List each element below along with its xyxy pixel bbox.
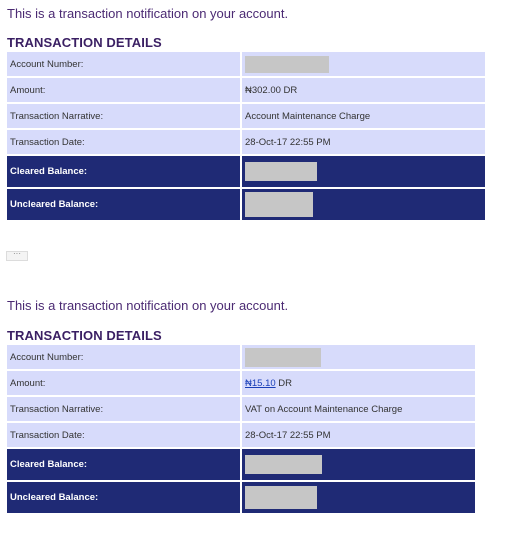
uncleared-balance-value bbox=[242, 482, 475, 513]
narrative-label: Transaction Narrative: bbox=[7, 397, 240, 421]
notification-text: This is a transaction notification on your account. bbox=[7, 6, 289, 21]
show-trimmed-content-button[interactable]: ··· bbox=[6, 251, 28, 261]
cleared-balance-label: Cleared Balance: bbox=[7, 156, 240, 187]
account-number-value bbox=[242, 52, 485, 76]
redacted-block bbox=[245, 192, 313, 217]
transaction-details-table bbox=[5, 50, 487, 222]
amount-value: ₦302.00 DR bbox=[242, 78, 485, 102]
redacted-block bbox=[245, 56, 329, 73]
uncleared-balance-value bbox=[242, 189, 485, 220]
redacted-block bbox=[245, 348, 321, 367]
uncleared-balance-label: Uncleared Balance: bbox=[7, 189, 240, 220]
account-number-value bbox=[242, 345, 475, 369]
redacted-block bbox=[245, 486, 317, 509]
table-row bbox=[7, 482, 475, 513]
amount-label: Amount: bbox=[7, 371, 240, 395]
table-row bbox=[7, 78, 485, 102]
transaction-date-value: 28-Oct-17 22:55 PM bbox=[242, 130, 485, 154]
table-row bbox=[7, 189, 485, 220]
amount-link[interactable]: ₦15.10 bbox=[245, 377, 276, 389]
amount-suffix: DR bbox=[275, 377, 293, 389]
table-row bbox=[7, 397, 475, 421]
transaction-date-label: Transaction Date: bbox=[7, 130, 240, 154]
transaction-details-heading: TRANSACTION DETAILS bbox=[7, 328, 162, 343]
table-row bbox=[7, 104, 485, 128]
narrative-label: Transaction Narrative: bbox=[7, 104, 240, 128]
amount-label: Amount: bbox=[7, 78, 240, 102]
amount-value bbox=[242, 371, 475, 395]
account-number-label: Account Number: bbox=[7, 345, 240, 369]
uncleared-balance-label: Uncleared Balance: bbox=[7, 482, 240, 513]
cleared-balance-label: Cleared Balance: bbox=[7, 449, 240, 480]
table-row bbox=[7, 156, 485, 187]
narrative-value: VAT on Account Maintenance Charge bbox=[242, 397, 475, 421]
transaction-details-heading: TRANSACTION DETAILS bbox=[7, 35, 162, 50]
table-row bbox=[7, 423, 475, 447]
redacted-block bbox=[245, 455, 322, 474]
table-row bbox=[7, 449, 475, 480]
table-row bbox=[7, 130, 485, 154]
table-row bbox=[7, 345, 475, 369]
narrative-value: Account Maintenance Charge bbox=[242, 104, 485, 128]
table-row bbox=[7, 52, 485, 76]
account-number-label: Account Number: bbox=[7, 52, 240, 76]
redacted-block bbox=[245, 162, 317, 181]
cleared-balance-value bbox=[242, 449, 475, 480]
notification-text: This is a transaction notification on your account. bbox=[7, 298, 289, 313]
transaction-details-table bbox=[5, 343, 477, 515]
cleared-balance-value bbox=[242, 156, 485, 187]
transaction-date-label: Transaction Date: bbox=[7, 423, 240, 447]
table-row bbox=[7, 371, 475, 395]
transaction-date-value: 28-Oct-17 22:55 PM bbox=[242, 423, 475, 447]
